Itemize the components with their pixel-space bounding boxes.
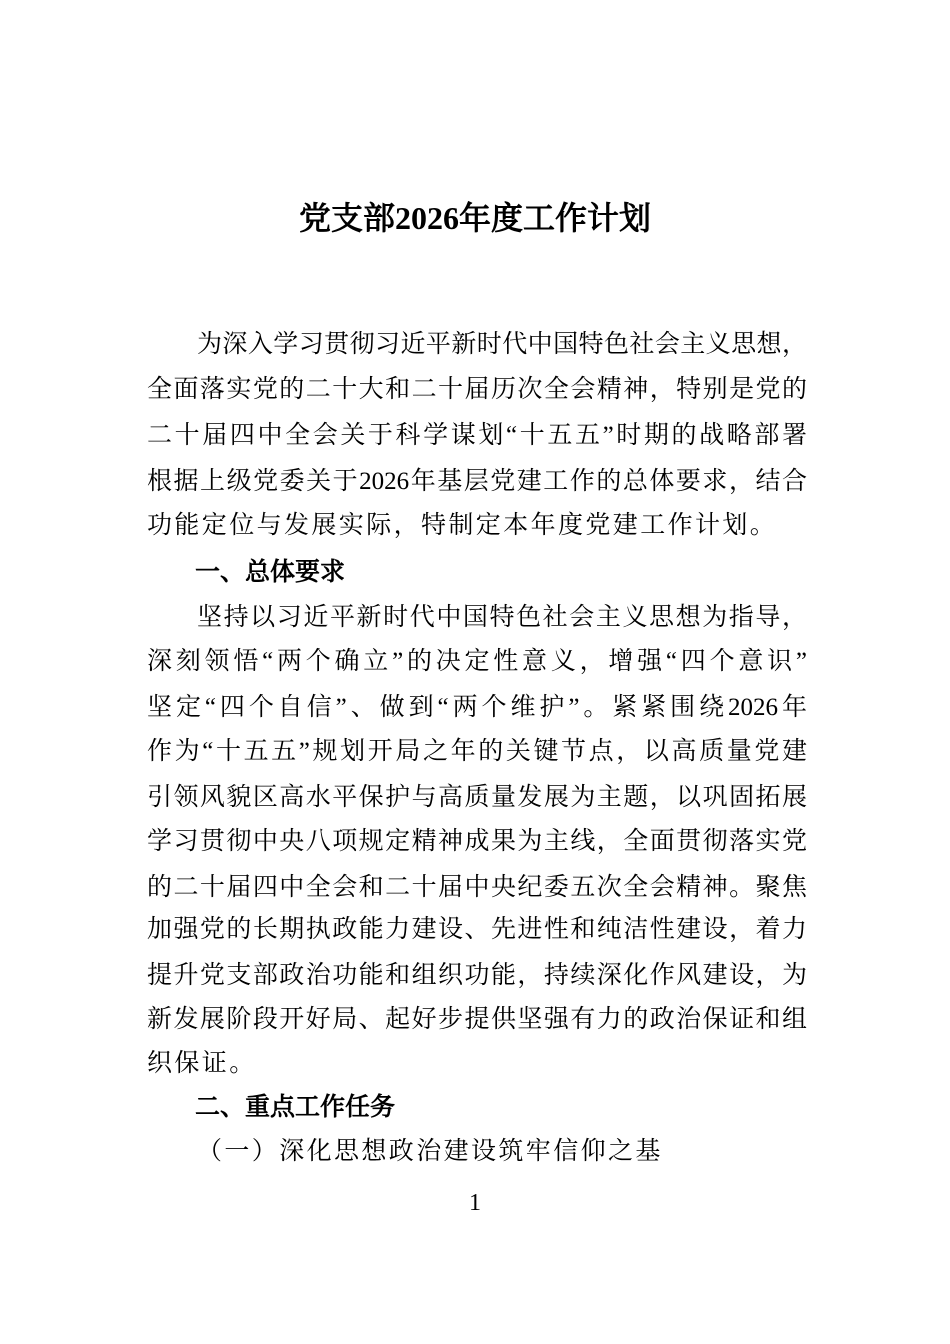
section-heading-2: 二、重点工作任务 <box>195 1092 396 1121</box>
paragraph-line: 为深入学习贯彻习近平新时代中国特色社会主义思想， <box>197 331 807 358</box>
paragraph-line: 引领风貌区高水平保护与高质量发展为主题，以巩固拓展 <box>147 784 807 811</box>
paragraph-line: 学习贯彻中央八项规定精神成果为主线，全面贯彻落实党 <box>147 828 807 855</box>
paragraph-line: 坚定“四个自信”、做到“两个维护”。紧紧围绕2026年 <box>147 694 807 721</box>
paragraph-line: 新发展阶段开好局、起好步提供坚强有力的政治保证和组 <box>147 1006 807 1033</box>
paragraph-line: 坚持以习近平新时代中国特色社会主义思想为指导， <box>197 604 807 631</box>
paragraph-line: 作为“十五五”规划开局之年的关键节点，以高质量党建 <box>147 738 807 765</box>
paragraph-line: 提升党支部政治功能和组织功能，持续深化作风建设，为 <box>147 962 807 989</box>
page-number: 1 <box>469 1190 481 1216</box>
paragraph-line: 织保证。 <box>147 1050 257 1077</box>
section-heading-1: 一、总体要求 <box>195 557 346 586</box>
paragraph-line: 的二十届四中全会和二十届中央纪委五次全会精神。聚焦 <box>147 874 807 901</box>
paragraph-line: 全面落实党的二十大和二十届历次全会精神，特别是党的 <box>147 376 807 403</box>
subsection-heading-1: （一）深化思想政治建设筑牢信仰之基 <box>197 1138 663 1165</box>
paragraph-line: 深刻领悟“两个确立”的决定性意义，增强“四个意识” <box>147 648 807 675</box>
paragraph-line: 加强党的长期执政能力建设、先进性和纯洁性建设，着力 <box>147 916 807 943</box>
paragraph-line: 功能定位与发展实际，特制定本年度党建工作计划。 <box>147 512 778 539</box>
paragraph-line: 二十届四中全会关于科学谋划“十五五”时期的战略部署 <box>147 422 807 449</box>
paragraph-line: 根据上级党委关于2026年基层党建工作的总体要求，结合 <box>147 468 807 495</box>
document-title: 党支部2026年度工作计划 <box>298 200 651 236</box>
